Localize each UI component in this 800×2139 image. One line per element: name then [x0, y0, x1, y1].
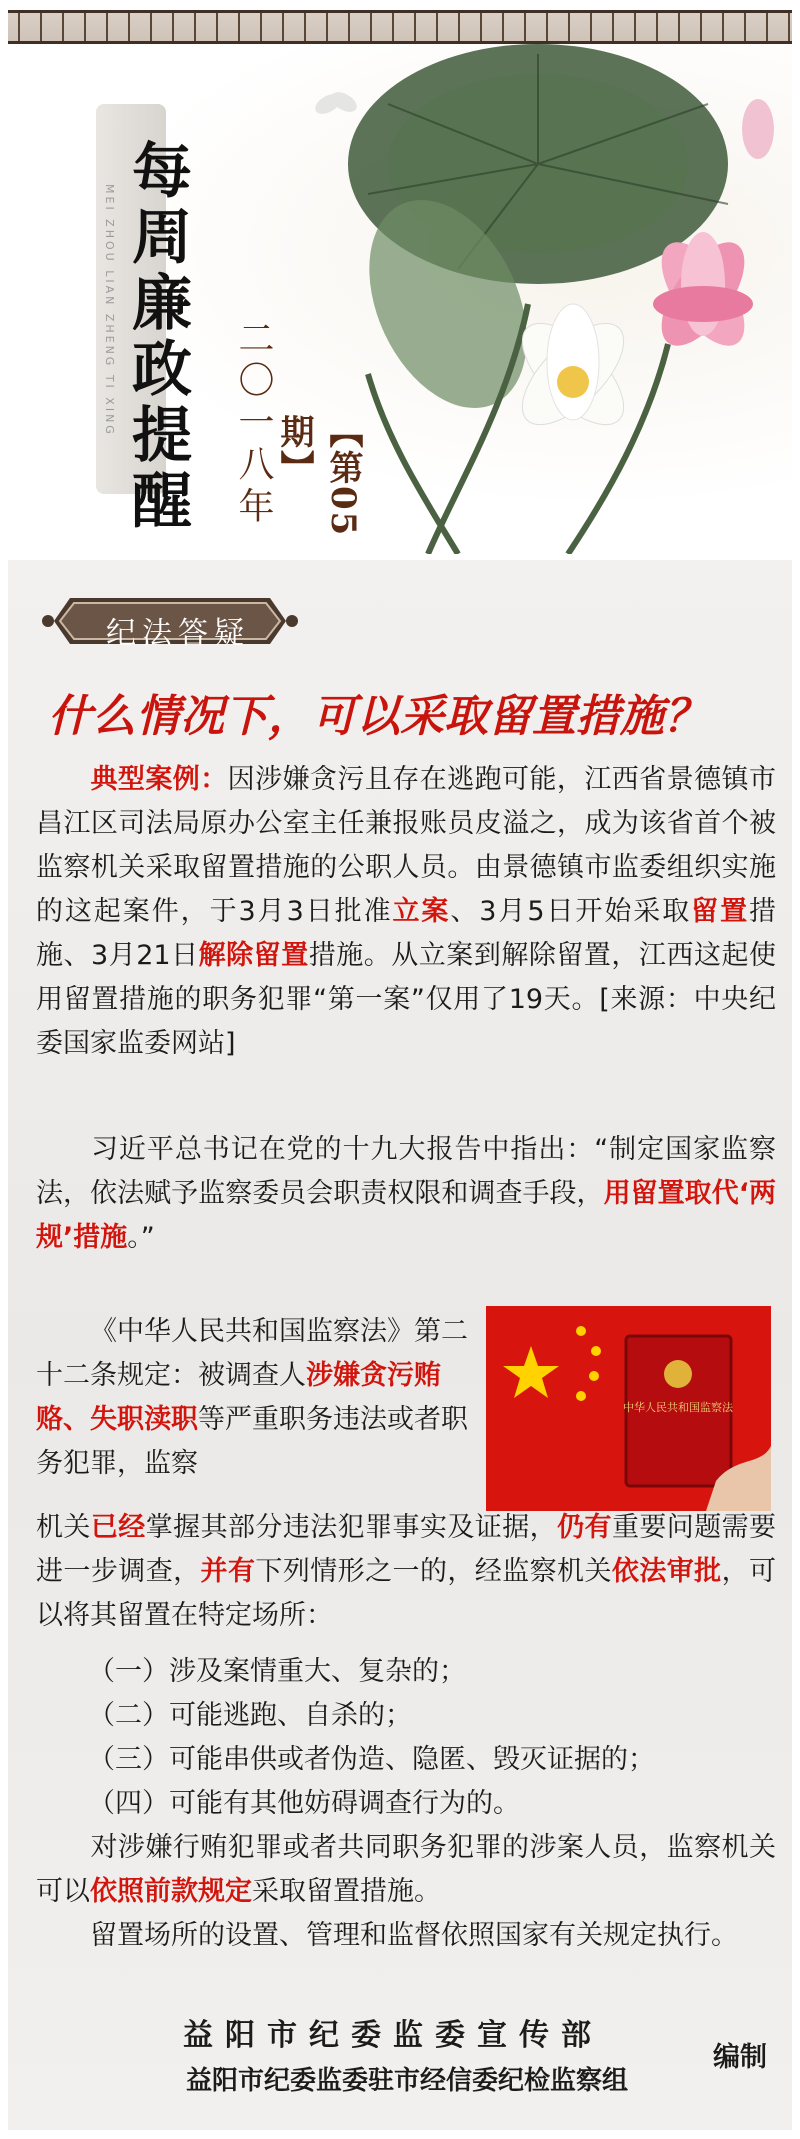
highlight: 依法审批	[611, 1556, 722, 1587]
highlight: 留置	[691, 896, 750, 927]
law-text: 《中华人民共和国监察法》第二十二条规定：被调查人	[36, 1316, 468, 1391]
highlight: 用留置取代‘两规’措施	[36, 1178, 776, 1253]
facility-paragraph	[36, 1914, 776, 1958]
article-body	[8, 560, 792, 2130]
header-banner	[8, 44, 792, 554]
quote-text: 习近平总书记在党的十九大报告中指出：“制定国家监察法，依法赋予监察委员会职责权限和调查手段，	[36, 1134, 776, 1209]
compiled-label: 编制	[713, 2042, 767, 2073]
highlight: 已经	[90, 1512, 146, 1543]
law-text: 掌握其部分违法犯罪事实及证据，	[145, 1512, 558, 1543]
para-text: 留置场所的设置、管理和监督依照国家有关规定执行。	[90, 1920, 738, 1951]
highlight: 并有	[200, 1556, 256, 1587]
highlight: 涉嫌贪污贿赂、失职渎职	[36, 1360, 441, 1435]
highlight: 立案	[392, 896, 451, 927]
case-text: 措施。从立案到解除留置，江西这起使用留置措施的职务犯罪“第一案”仅用了19天。[来源：中央纪委国家监委网站]	[36, 940, 776, 1059]
quote-paragraph	[36, 1128, 776, 1260]
case-label: 典型案例：	[90, 764, 228, 795]
issue-number: 【第05期】	[274, 414, 363, 538]
lotus-painting	[308, 44, 792, 554]
law-paragraph-start	[36, 1310, 476, 1486]
highlight: 解除留置	[198, 940, 309, 971]
quote-text: 。”	[127, 1222, 155, 1253]
conditions-list	[36, 1650, 776, 1826]
law-text: ，可以将其留置在特定场所：	[36, 1556, 777, 1631]
title-pinyin: MEI ZHOU LIAN ZHENG TI XING	[103, 184, 116, 437]
list-item: （二）可能逃跑、自杀的；	[88, 1700, 412, 1731]
list-item: （三）可能串供或者伪造、隐匿、毁灭证据的；	[88, 1744, 655, 1775]
highlight: 依照前款规定	[90, 1876, 252, 1907]
highlight: 仍有	[557, 1512, 612, 1543]
case-paragraph	[36, 758, 776, 1066]
decorative-border	[8, 10, 792, 44]
section-badge-label: 纪法答疑	[106, 616, 250, 651]
law-text: 下列情形之一的，经监察机关	[255, 1556, 612, 1587]
book-title: 中华人民共和国监察法	[623, 1401, 733, 1414]
publisher-line-1: 益阳市纪委监委宣传部	[183, 2018, 603, 2053]
list-item: （四）可能有其他妨碍调查行为的。	[88, 1788, 520, 1819]
list-item: （一）涉及案情重大、复杂的；	[88, 1656, 466, 1687]
issue-year: 二〇一八年	[233, 319, 274, 529]
publisher-line-2: 益阳市纪委监委驻市经信委纪检监察组	[186, 2066, 629, 2096]
briber-paragraph	[36, 1826, 776, 1914]
law-paragraph-rest	[36, 1506, 776, 1638]
page-title: 每周廉政提醒	[122, 139, 192, 535]
supervision-law-book-image	[486, 1306, 771, 1511]
law-text: 重要问题需要进一步调查，	[36, 1512, 777, 1587]
question-heading: 什么情况下，可以采取留置措施？	[48, 691, 708, 742]
case-text: 因涉嫌贪污且存在逃跑可能，江西省景德镇市昌江区司法局原办公室主任兼报账员皮溢之，成为该省首个被监察机关采取留置措施的公职人员。由景德镇市监委组织实施的这起案件，于3月3日批准	[36, 764, 776, 927]
case-text: 、3月5日开始采取	[450, 896, 692, 927]
law-text: 机关	[36, 1512, 91, 1543]
case-text: 措施、3月21日	[36, 896, 777, 971]
law-text: 等严重职务违法或者职务犯罪，监察	[36, 1404, 468, 1479]
para-text: 对涉嫌行贿犯罪或者共同职务犯罪的涉案人员，监察机关可以	[36, 1832, 776, 1907]
para-text: 采取留置措施。	[252, 1876, 441, 1907]
